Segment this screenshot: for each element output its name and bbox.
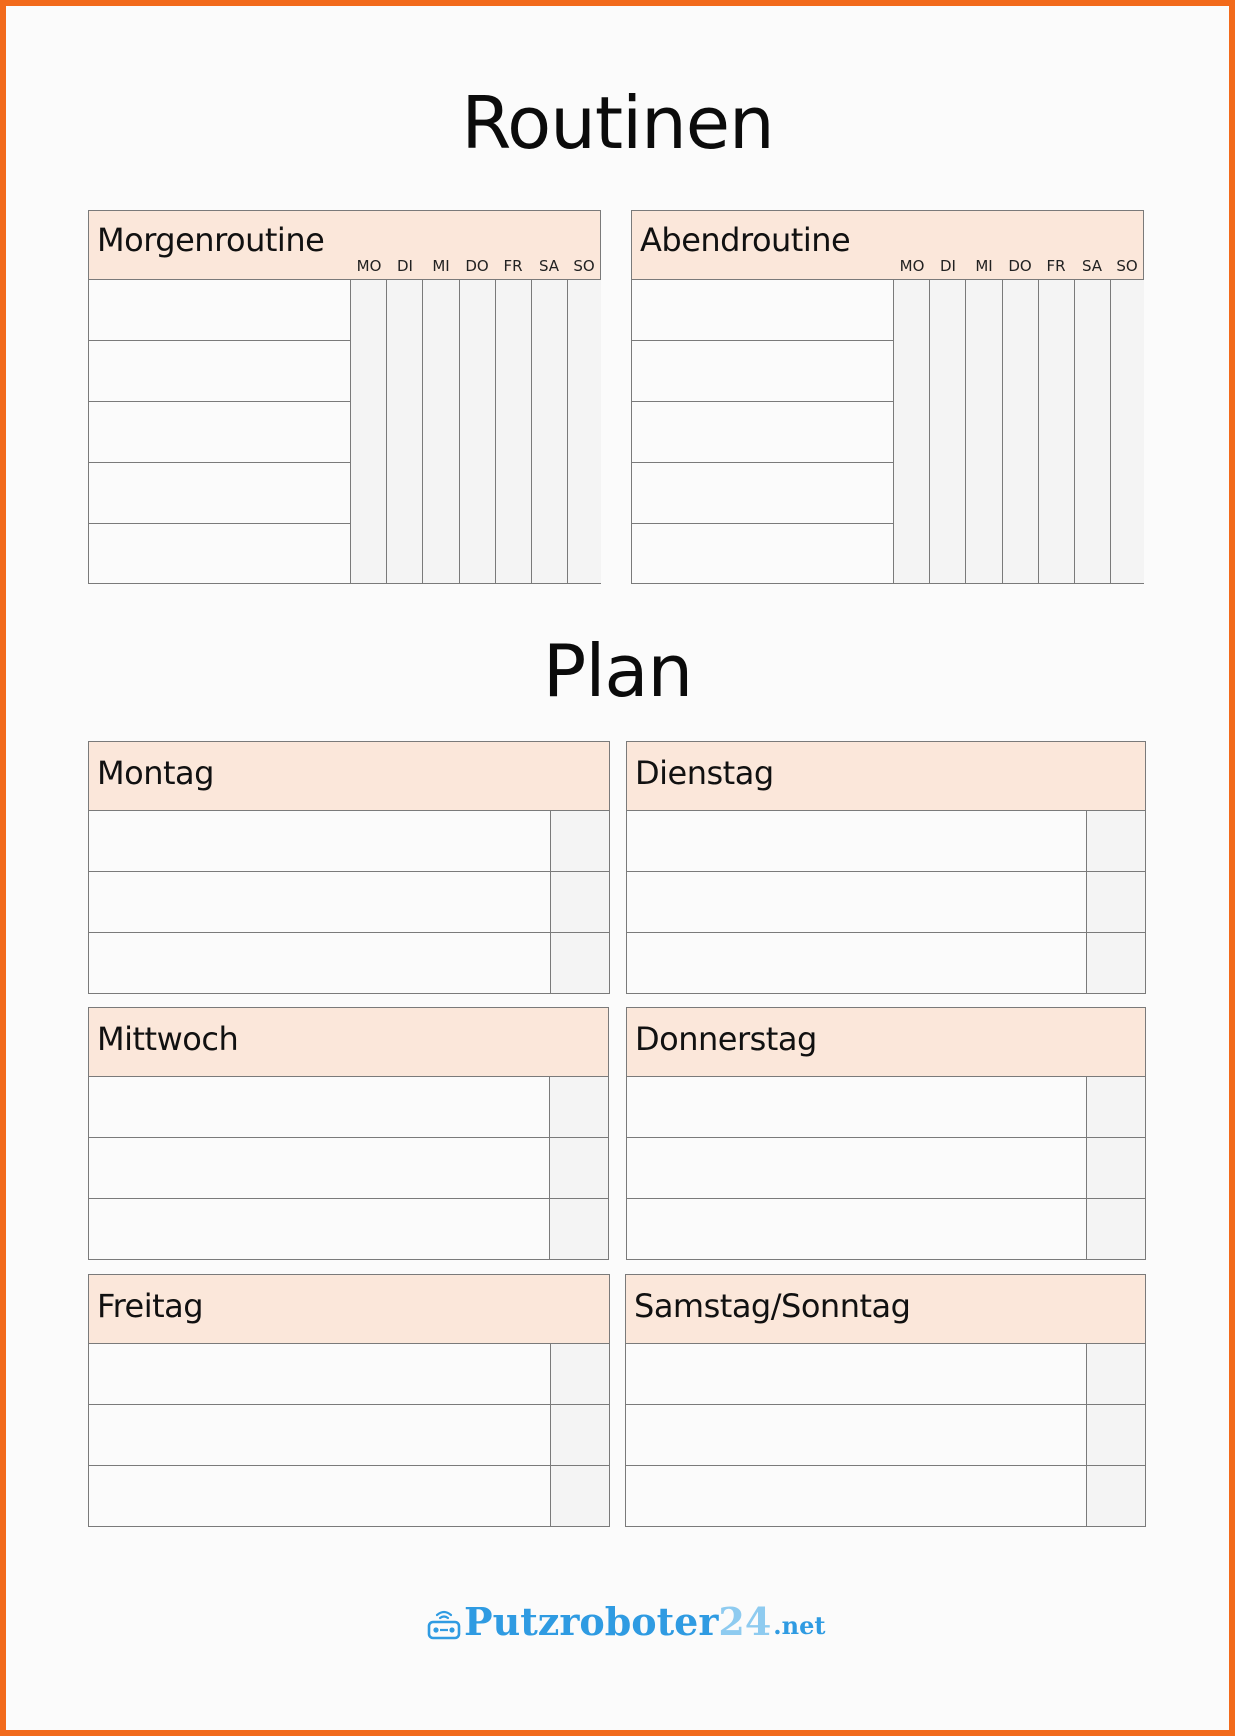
day-label-mi: MI — [432, 257, 450, 275]
plan-row[interactable] — [89, 1344, 609, 1405]
plan-rows — [627, 811, 1145, 993]
page-title-routinen: Routinen — [461, 81, 774, 165]
plan-table-donnerstag — [626, 1007, 1146, 1260]
plan-checkbox[interactable] — [1086, 1138, 1145, 1198]
plan-checkbox[interactable] — [1086, 1077, 1145, 1137]
check-column-sa[interactable] — [531, 280, 568, 583]
planner-page — [6, 6, 1229, 1730]
day-label-so: SO — [573, 257, 595, 275]
plan-table-title: Donnerstag — [635, 1020, 817, 1058]
plan-row[interactable] — [627, 1138, 1145, 1199]
plan-checkbox[interactable] — [550, 933, 609, 993]
plan-table-freitag — [88, 1274, 610, 1527]
plan-row[interactable] — [89, 1405, 609, 1466]
check-column-mo[interactable] — [350, 280, 387, 583]
routine-table-header — [632, 211, 1143, 280]
plan-checkbox[interactable] — [550, 1344, 609, 1404]
plan-row[interactable] — [89, 1466, 609, 1526]
plan-checkbox[interactable] — [550, 811, 609, 871]
logo-tld: .net — [773, 1611, 826, 1640]
plan-table-title: Mittwoch — [97, 1020, 239, 1058]
plan-rows — [627, 1077, 1145, 1259]
plan-checkbox[interactable] — [549, 1199, 608, 1259]
plan-table-header — [626, 1275, 1145, 1344]
plan-row[interactable] — [627, 933, 1145, 993]
plan-rows — [89, 1344, 609, 1526]
plan-checkbox[interactable] — [550, 1466, 609, 1526]
plan-row[interactable] — [89, 811, 609, 872]
plan-checkbox[interactable] — [1086, 811, 1145, 871]
plan-row[interactable] — [627, 1199, 1145, 1259]
plan-rows — [89, 811, 609, 993]
plan-table-header — [627, 742, 1145, 811]
day-label-fr: FR — [1046, 257, 1066, 275]
plan-table-samstag-sonntag — [625, 1274, 1146, 1527]
plan-row[interactable] — [626, 1344, 1145, 1405]
plan-table-title: Montag — [97, 754, 214, 792]
plan-checkbox[interactable] — [550, 872, 609, 932]
check-column-so[interactable] — [1110, 280, 1144, 583]
plan-table-title: Samstag/Sonntag — [634, 1287, 911, 1325]
check-column-mi[interactable] — [422, 280, 460, 583]
day-label-sa: SA — [1081, 257, 1103, 275]
robot-vacuum-icon — [426, 1606, 462, 1642]
check-column-mi[interactable] — [965, 280, 1003, 583]
check-column-do[interactable] — [1002, 280, 1039, 583]
plan-row[interactable] — [89, 1199, 608, 1259]
plan-row[interactable] — [627, 872, 1145, 933]
plan-row[interactable] — [626, 1405, 1145, 1466]
plan-checkbox[interactable] — [1086, 933, 1145, 993]
day-label-do: DO — [1008, 257, 1032, 275]
putzroboter-logo[interactable] — [426, 1596, 825, 1644]
plan-checkbox[interactable] — [1086, 1405, 1145, 1465]
check-column-fr[interactable] — [1038, 280, 1075, 583]
routine-table-title: Morgenroutine — [97, 221, 325, 259]
logo-number: 24 — [718, 1599, 772, 1644]
plan-checkbox[interactable] — [1086, 1199, 1145, 1259]
plan-table-mittwoch — [88, 1007, 609, 1260]
routine-check-columns — [632, 280, 1143, 583]
day-label-sa: SA — [538, 257, 560, 275]
plan-row[interactable] — [89, 1077, 608, 1138]
check-column-so[interactable] — [567, 280, 601, 583]
check-column-fr[interactable] — [495, 280, 532, 583]
plan-row[interactable] — [89, 872, 609, 933]
plan-row[interactable] — [89, 933, 609, 993]
logo-brand: Putzroboter — [464, 1599, 719, 1644]
plan-row[interactable] — [627, 1077, 1145, 1138]
day-label-so: SO — [1116, 257, 1138, 275]
routine-table-morning — [88, 210, 601, 584]
day-label-di: DI — [397, 257, 413, 275]
routine-table-title: Abendroutine — [640, 221, 851, 259]
routine-table-header — [89, 211, 600, 280]
plan-table-montag — [88, 741, 610, 994]
plan-table-header — [627, 1008, 1145, 1077]
check-column-do[interactable] — [459, 280, 496, 583]
routine-check-columns — [89, 280, 600, 583]
plan-row[interactable] — [627, 811, 1145, 872]
day-label-mo: MO — [899, 257, 925, 275]
plan-table-title: Freitag — [97, 1287, 204, 1325]
day-label-fr: FR — [503, 257, 523, 275]
plan-rows — [626, 1344, 1145, 1526]
plan-table-header — [89, 742, 609, 811]
plan-checkbox[interactable] — [550, 1405, 609, 1465]
plan-row[interactable] — [89, 1138, 608, 1199]
day-label-di: DI — [940, 257, 956, 275]
plan-checkbox[interactable] — [549, 1138, 608, 1198]
plan-checkbox[interactable] — [1086, 872, 1145, 932]
page-title-plan: Plan — [542, 629, 693, 713]
day-label-do: DO — [465, 257, 489, 275]
check-column-di[interactable] — [929, 280, 966, 583]
plan-table-title: Dienstag — [635, 754, 774, 792]
plan-checkbox[interactable] — [1086, 1466, 1145, 1526]
plan-table-header — [89, 1008, 608, 1077]
plan-checkbox[interactable] — [1086, 1344, 1145, 1404]
plan-rows — [89, 1077, 608, 1259]
plan-table-header — [89, 1275, 609, 1344]
check-column-mo[interactable] — [893, 280, 930, 583]
check-column-di[interactable] — [386, 280, 423, 583]
plan-checkbox[interactable] — [549, 1077, 608, 1137]
plan-row[interactable] — [626, 1466, 1145, 1526]
check-column-sa[interactable] — [1074, 280, 1111, 583]
routine-table-evening — [631, 210, 1144, 584]
day-label-mi: MI — [975, 257, 993, 275]
day-label-mo: MO — [356, 257, 382, 275]
plan-table-dienstag — [626, 741, 1146, 994]
